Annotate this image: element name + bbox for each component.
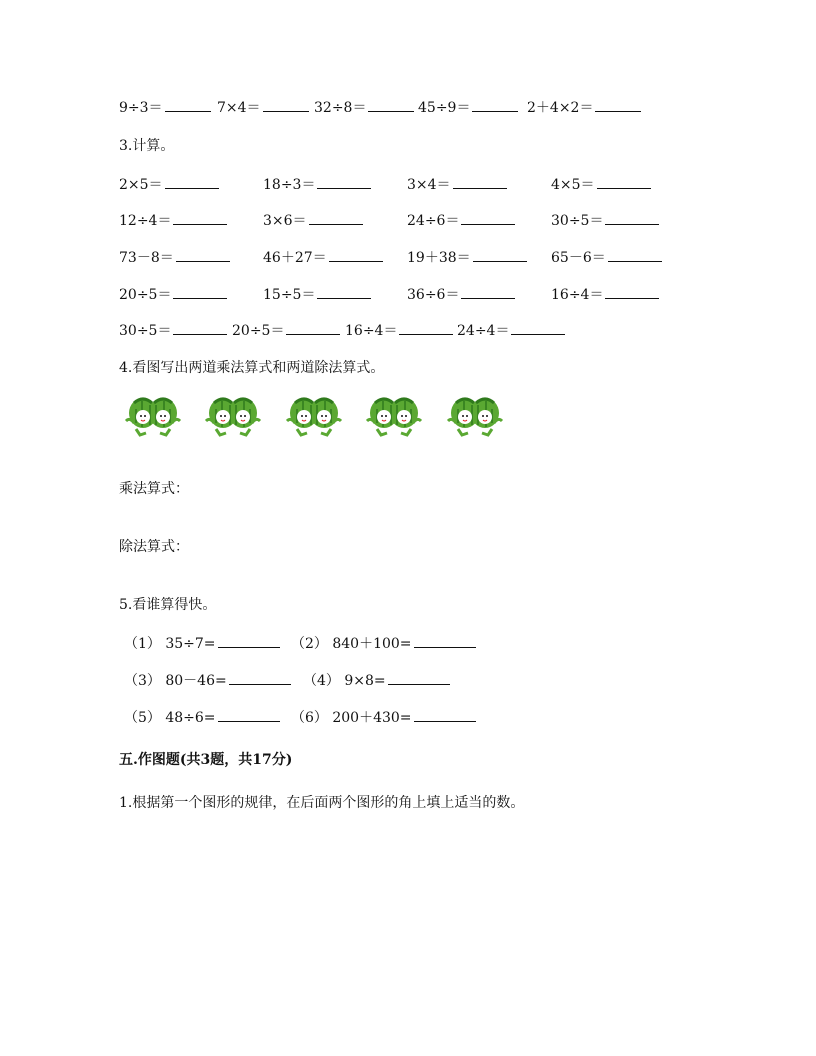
equation: 46＋27＝ xyxy=(263,247,383,267)
equation: 32÷8＝ xyxy=(314,97,414,117)
equation: （3） 80－46= xyxy=(124,670,291,690)
equation: 30÷5＝ xyxy=(119,320,227,340)
answer-blank[interactable] xyxy=(461,223,515,225)
equation: 2＋4×2＝ xyxy=(527,97,641,117)
answer-blank[interactable] xyxy=(597,187,651,189)
answer-blank[interactable] xyxy=(329,260,383,262)
answer-blank[interactable] xyxy=(263,110,309,112)
equation: 45÷9＝ xyxy=(418,97,518,117)
watermelon-pair-icon xyxy=(202,393,264,439)
equation: 30÷5＝ xyxy=(551,210,659,230)
multiplication-label: 乘法算式： xyxy=(119,481,189,497)
answer-blank[interactable] xyxy=(173,297,227,299)
part-5-title: 五.作图题(共3题，共17分) xyxy=(119,752,293,768)
division-label: 除法算式： xyxy=(119,539,189,555)
answer-blank[interactable] xyxy=(414,720,476,722)
equation: 12÷4＝ xyxy=(119,210,227,230)
equation: （5） 48÷6= xyxy=(124,707,280,727)
equation: 15÷5＝ xyxy=(263,284,371,304)
answer-blank[interactable] xyxy=(595,110,641,112)
equation: 20÷5＝ xyxy=(232,320,340,340)
equation: 3×4＝ xyxy=(407,174,507,194)
answer-blank[interactable] xyxy=(165,187,219,189)
equation: （2） 840＋100= xyxy=(291,633,476,653)
answer-blank[interactable] xyxy=(473,260,527,262)
answer-blank[interactable] xyxy=(173,223,227,225)
answer-blank[interactable] xyxy=(317,297,371,299)
answer-blank[interactable] xyxy=(472,110,518,112)
equation: 24÷4＝ xyxy=(457,320,565,340)
equation: 24÷6＝ xyxy=(407,210,515,230)
watermelon-pair-icon xyxy=(363,393,425,439)
watermelon-pair-icon xyxy=(444,393,506,439)
equation: 3×6＝ xyxy=(263,210,363,230)
answer-blank[interactable] xyxy=(229,683,291,685)
answer-blank[interactable] xyxy=(165,110,211,112)
answer-blank[interactable] xyxy=(368,110,414,112)
watermelon-picture-row xyxy=(122,393,522,441)
answer-blank[interactable] xyxy=(453,187,507,189)
equation: （1） 35÷7= xyxy=(124,633,280,653)
equation: 36÷6＝ xyxy=(407,284,515,304)
answer-blank[interactable] xyxy=(309,223,363,225)
watermelon-pair-icon xyxy=(283,393,345,439)
equation: （6） 200＋430= xyxy=(291,707,476,727)
equation: 18÷3＝ xyxy=(263,174,371,194)
answer-blank[interactable] xyxy=(218,646,280,648)
section-3-title: 3.计算。 xyxy=(119,138,175,154)
answer-blank[interactable] xyxy=(461,297,515,299)
equation: 7×4＝ xyxy=(217,97,309,117)
equation: 20÷5＝ xyxy=(119,284,227,304)
answer-blank[interactable] xyxy=(399,333,453,335)
equation: 73－8＝ xyxy=(119,247,230,267)
answer-blank[interactable] xyxy=(218,720,280,722)
equation: 4×5＝ xyxy=(551,174,651,194)
watermelon-pair-icon xyxy=(122,393,184,439)
part-5-question-1: 1.根据第一个图形的规律，在后面两个图形的角上填上适当的数。 xyxy=(119,795,525,811)
answer-blank[interactable] xyxy=(414,646,476,648)
equation: 16÷4＝ xyxy=(551,284,659,304)
answer-blank[interactable] xyxy=(605,297,659,299)
equation: （4） 9×8= xyxy=(303,670,450,690)
equation: 19＋38＝ xyxy=(407,247,527,267)
answer-blank[interactable] xyxy=(511,333,565,335)
answer-blank[interactable] xyxy=(176,260,230,262)
answer-blank[interactable] xyxy=(173,333,227,335)
answer-blank[interactable] xyxy=(388,683,450,685)
equation: 2×5＝ xyxy=(119,174,219,194)
section-5-title: 5.看谁算得快。 xyxy=(119,597,217,613)
answer-blank[interactable] xyxy=(317,187,371,189)
answer-blank[interactable] xyxy=(286,333,340,335)
answer-blank[interactable] xyxy=(608,260,662,262)
equation: 16÷4＝ xyxy=(345,320,453,340)
section-4-title: 4.看图写出两道乘法算式和两道除法算式。 xyxy=(119,360,385,376)
equation: 9÷3＝ xyxy=(119,97,211,117)
equation: 65－6＝ xyxy=(551,247,662,267)
answer-blank[interactable] xyxy=(605,223,659,225)
